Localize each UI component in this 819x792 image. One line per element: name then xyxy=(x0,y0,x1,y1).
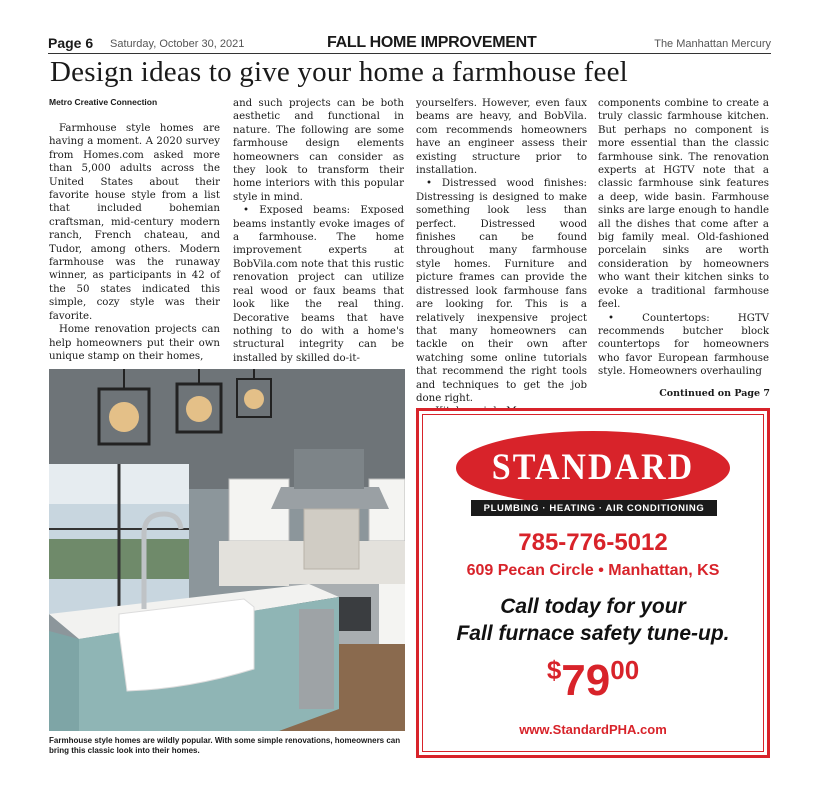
byline: Metro Creative Connection xyxy=(49,97,158,107)
ad-address: 609 Pecan Circle • Manhattan, KS xyxy=(466,562,720,579)
article-column-4 xyxy=(598,97,769,379)
paragraph: components combine to create a truly classic farmhouse kitchen. But perhaps no component is more essential than the classic farmhouse sink. The renovation experts at HGTV note that a classic farmhouse sink features a deep, wide basin. Farmhouse sinks are large enough to handle all the dishes that come after a big family meal. Old-fashioned porcelain sinks are worth consideration by homeowners who want their kitchen sinks to evoke a traditional farmhouse feel. xyxy=(598,98,769,311)
article-column-3 xyxy=(416,97,587,419)
page-header xyxy=(48,34,771,54)
ad-website-link[interactable]: www.StandardPHA.com xyxy=(519,722,667,737)
paragraph: yourselfers. However, even faux beams are heavy, and BobVila. com recommends homeowners have an engineer assess their existing structure prior to installation. xyxy=(416,98,587,177)
continued-notice: Continued on Page 7 xyxy=(659,388,770,399)
ad-price xyxy=(419,655,767,706)
price-dollar-sign: $ xyxy=(546,655,562,685)
paragraph: • Distressed wood finishes: Distressing is designed to make something look less than perfect. Distressed wood finishes can be found throughout many farmhouse style homes. Furniture and picture frames can provide the distressed look farmhouse fans are looking for. This is a relatively inexpensive project that many homeowners can tackle on their own after watching some online tutorials that recommend the right tools and techniques to get the job done right. xyxy=(416,178,587,404)
section-title: FALL HOME IMPROVEMENT xyxy=(327,34,537,51)
article-column-2 xyxy=(233,97,404,365)
ad-phone[interactable]: 785-776-5012 xyxy=(518,529,668,556)
paragraph: Farmhouse style homes are having a moment. A 2020 survey from Homes.com asked more than 5,000 adults across the United States about their favorite house style from a list that included bohemian craftsman, mid-century modern ranch, French chateau, and Tudor, among others. Modern farmhouse was the runaway winner, as participants in 42 of the 50 states indicated this simple, cozy style was their favorite. xyxy=(49,123,220,322)
cta-line-2: Fall furnace safety tune-up. xyxy=(456,622,730,645)
standard-advertisement[interactable] xyxy=(416,408,770,758)
standard-logo xyxy=(456,431,730,505)
logo-wordmark: STANDARD xyxy=(491,447,695,488)
price-whole: 79 xyxy=(561,656,611,705)
photo-caption: Farmhouse style homes are wildly popular. With some simple renovations, homeowners can bring this classic look into their homes. xyxy=(49,736,401,755)
paragraph: and such projects can be both aesthetic and functional in nature. The following are some farmhouse design elements homeowners can consider as they look to transform their home interiors with this popular style in mind. xyxy=(233,98,404,203)
article-column-1 xyxy=(49,97,220,363)
publication-name: The Manhattan Mercury xyxy=(654,38,771,50)
cta-line-1: Call today for your xyxy=(500,595,686,618)
issue-date: Saturday, October 30, 2021 xyxy=(110,38,245,50)
price-cents: 00 xyxy=(610,655,640,685)
header-rule xyxy=(48,53,771,54)
article-headline: Design ideas to give your home a farmhouse feel xyxy=(50,56,628,88)
kitchen-photo xyxy=(49,369,405,731)
ad-call-to-action xyxy=(419,593,767,647)
logo-tagline: PLUMBING · HEATING · AIR CONDITIONING xyxy=(471,500,717,516)
paragraph: • Countertops: HGTV recommends butcher block countertops for homeowners who favor European farmhouse style. Homeowners overhauling xyxy=(598,312,769,378)
paragraph: • Exposed beams: Exposed beams instantly evoke images of a farmhouse. The home improvement experts at BobVila.com note that this rustic renovation project can utilize real wood or faux beams that look like the real thing. Decorative beams that have nothing to do with a home's structural integrity can be installed by skilled do-it- xyxy=(233,205,404,364)
paragraph: Home renovation projects can help homeowners put their own unique stamp on their homes, xyxy=(49,324,220,362)
page-number: Page 6 xyxy=(48,35,94,51)
